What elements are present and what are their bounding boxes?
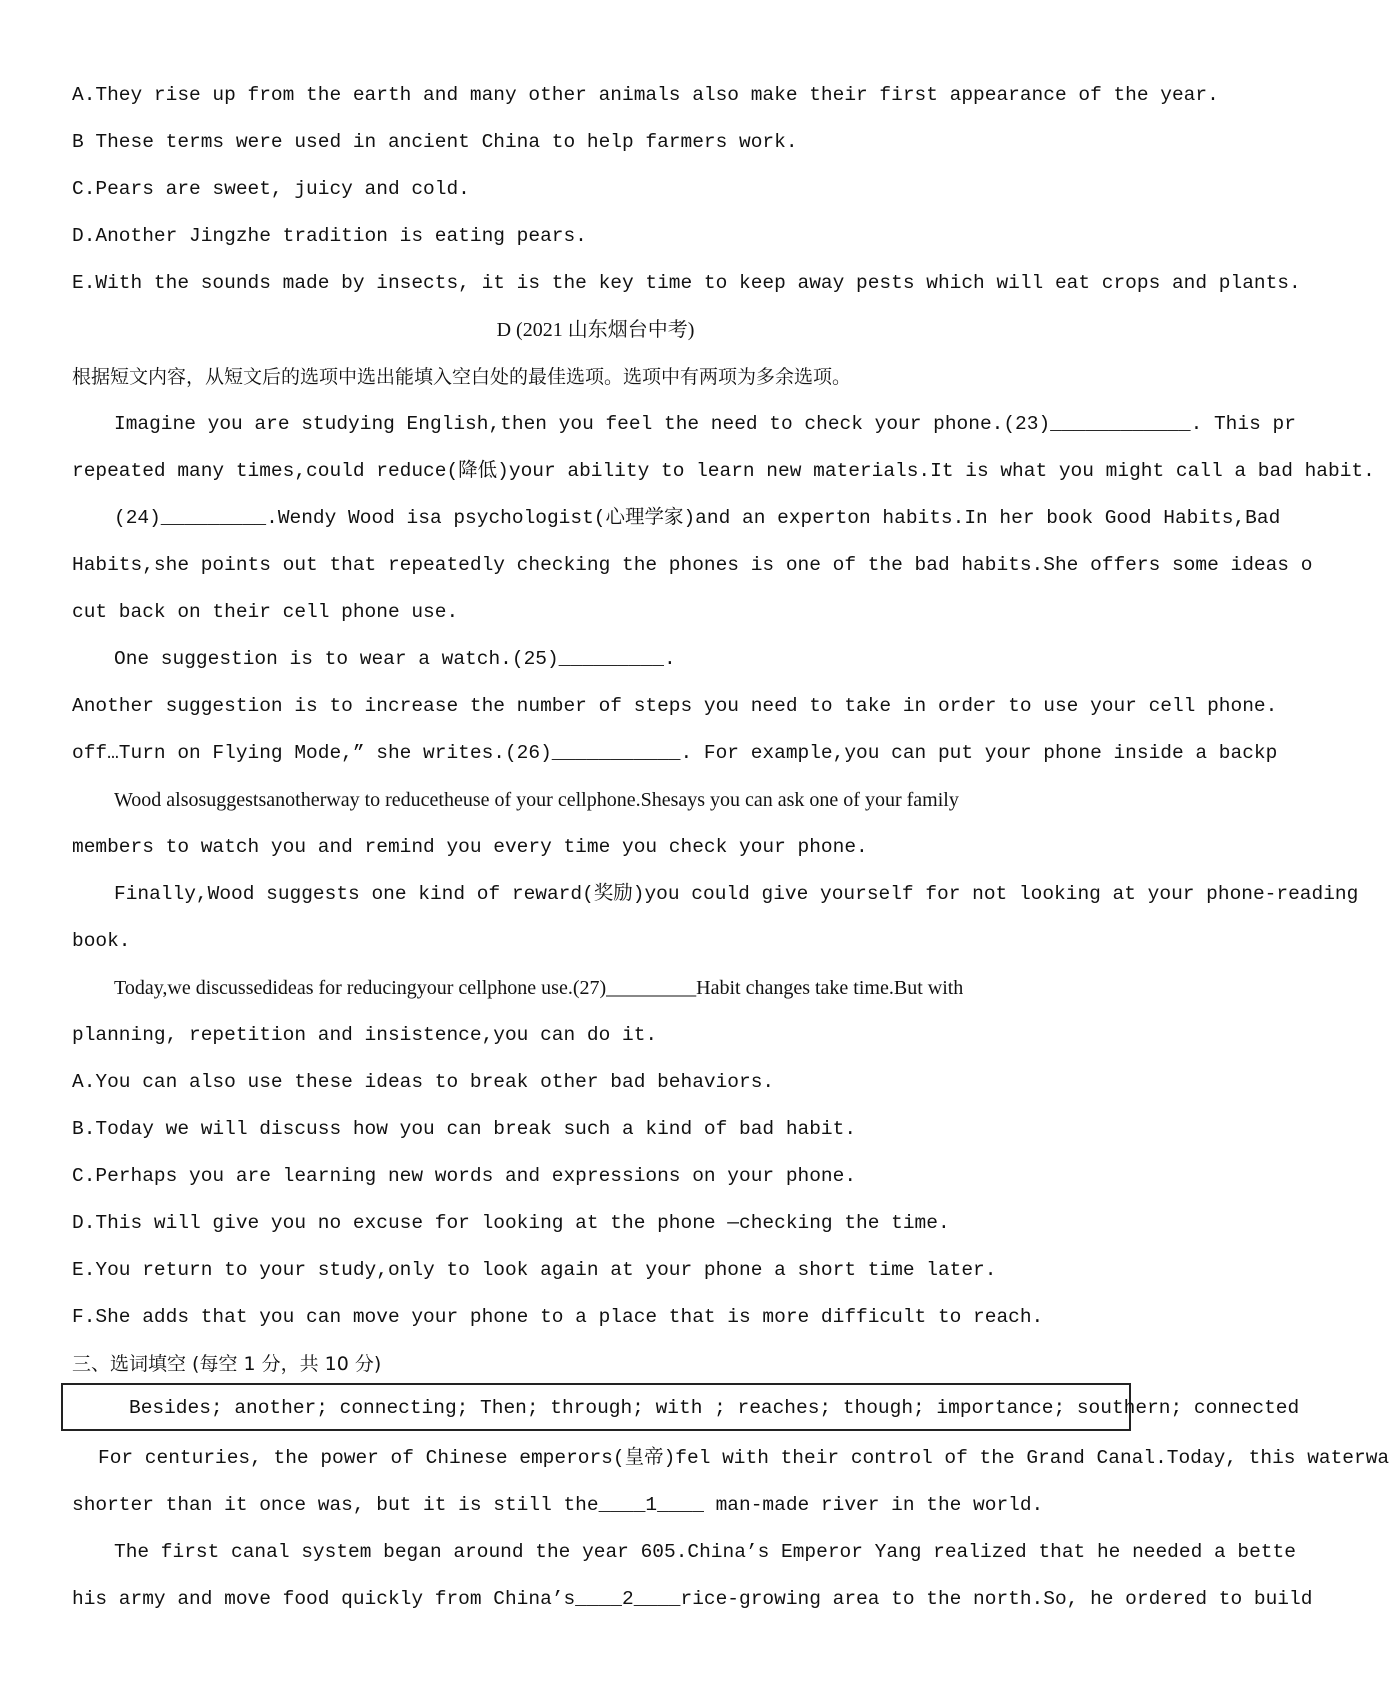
option-a: A.You can also use these ideas to break other bad behaviors.: [72, 1071, 775, 1093]
option-f: F.She adds that you can move your phone to a place that is more difficult to reach.: [72, 1306, 1044, 1328]
word-bank-box: [61, 1383, 1300, 1431]
passage-line: cut back on their cell phone use.: [72, 601, 459, 623]
passage-line: Imagine you are studying English,then you feel the need to check your phone.(23)____________. This pr: [114, 413, 1296, 435]
passage-line: members to watch you and remind you every time you check your phone.: [72, 836, 868, 858]
option-c: C.Perhaps you are learning new words and expressions on your phone.: [72, 1165, 857, 1187]
section-d-instruction: 根据短文内容，从短文后的选项中选出能填入空白处的最佳选项。选项中有两项为多余选项。: [72, 366, 852, 388]
prev-option-c: C.Pears are sweet, juicy and cold.: [72, 178, 470, 200]
passage-line: Habits,she points out that repeatedly checking the phones is one of the bad habits.She offers some ideas o: [72, 554, 1313, 576]
passage-line: shorter than it once was, but it is still the____1____ man-made river in the world.: [72, 1494, 1044, 1516]
option-b: B.Today we will discuss how you can break such a kind of bad habit.: [72, 1118, 857, 1140]
section-three-heading: 三、选词填空 (每空 1 分，共 10 分): [72, 1353, 382, 1375]
passage-line: planning, repetition and insistence,you can do it.: [72, 1024, 658, 1046]
passage-line: For centuries, the power of Chinese emperors(皇帝)fel with their control of the Grand Canal.Today, this waterwa: [98, 1447, 1389, 1469]
passage-line: One suggestion is to wear a watch.(25)_________.: [114, 648, 676, 670]
option-d: D.This will give you no excuse for looking at the phone —checking the time.: [72, 1212, 950, 1234]
passage-line: his army and move food quickly from China’s____2____rice-growing area to the north.So, he ordered to build: [72, 1588, 1313, 1610]
prev-option-b: B These terms were used in ancient China to help farmers work.: [72, 131, 798, 153]
passage-line: Wood alsosuggestsanotherway to reducetheuse of your cellphone.Shesays you can ask one of your family: [114, 789, 959, 811]
prev-option-d: D.Another Jingzhe tradition is eating pears.: [72, 225, 587, 247]
word-bank: Besides; another; connecting; Then; through; with ; reaches; though; importance; southern; connected: [129, 1397, 1300, 1419]
prev-option-a: A.They rise up from the earth and many other animals also make their first appearance of the year.: [72, 84, 1219, 106]
passage-line: (24)_________.Wendy Wood isa psychologist(心理学家)and an experton habits.In her book Good Habits,Bad: [114, 507, 1281, 529]
section-d-heading: D (2021 山东烟台中考): [496, 319, 695, 341]
passage-line: Today,we discussedideas for reducingyour cellphone use.(27)_________Habit changes take time.But with: [114, 977, 964, 999]
passage-line: Another suggestion is to increase the number of steps you need to take in order to use your cell phone.: [72, 695, 1278, 717]
passage-line: The first canal system began around the year 605.China’s Emperor Yang realized that he needed a bette: [114, 1541, 1296, 1563]
prev-option-e: E.With the sounds made by insects, it is the key time to keep away pests which will eat crops and plants.: [72, 272, 1301, 294]
passage-line: Finally,Wood suggests one kind of reward(奖励)you could give yourself for not looking at your phone-reading: [114, 883, 1359, 905]
passage-line: off…Turn on Flying Mode,” she writes.(26)___________. For example,you can put your phone inside a backp: [72, 742, 1278, 764]
passage-line: book.: [72, 930, 131, 952]
passage-line: repeated many times,could reduce(降低)your ability to learn new materials.It is what you might call a bad habit.: [72, 460, 1375, 482]
option-e: E.You return to your study,only to look again at your phone a short time later.: [72, 1259, 997, 1281]
